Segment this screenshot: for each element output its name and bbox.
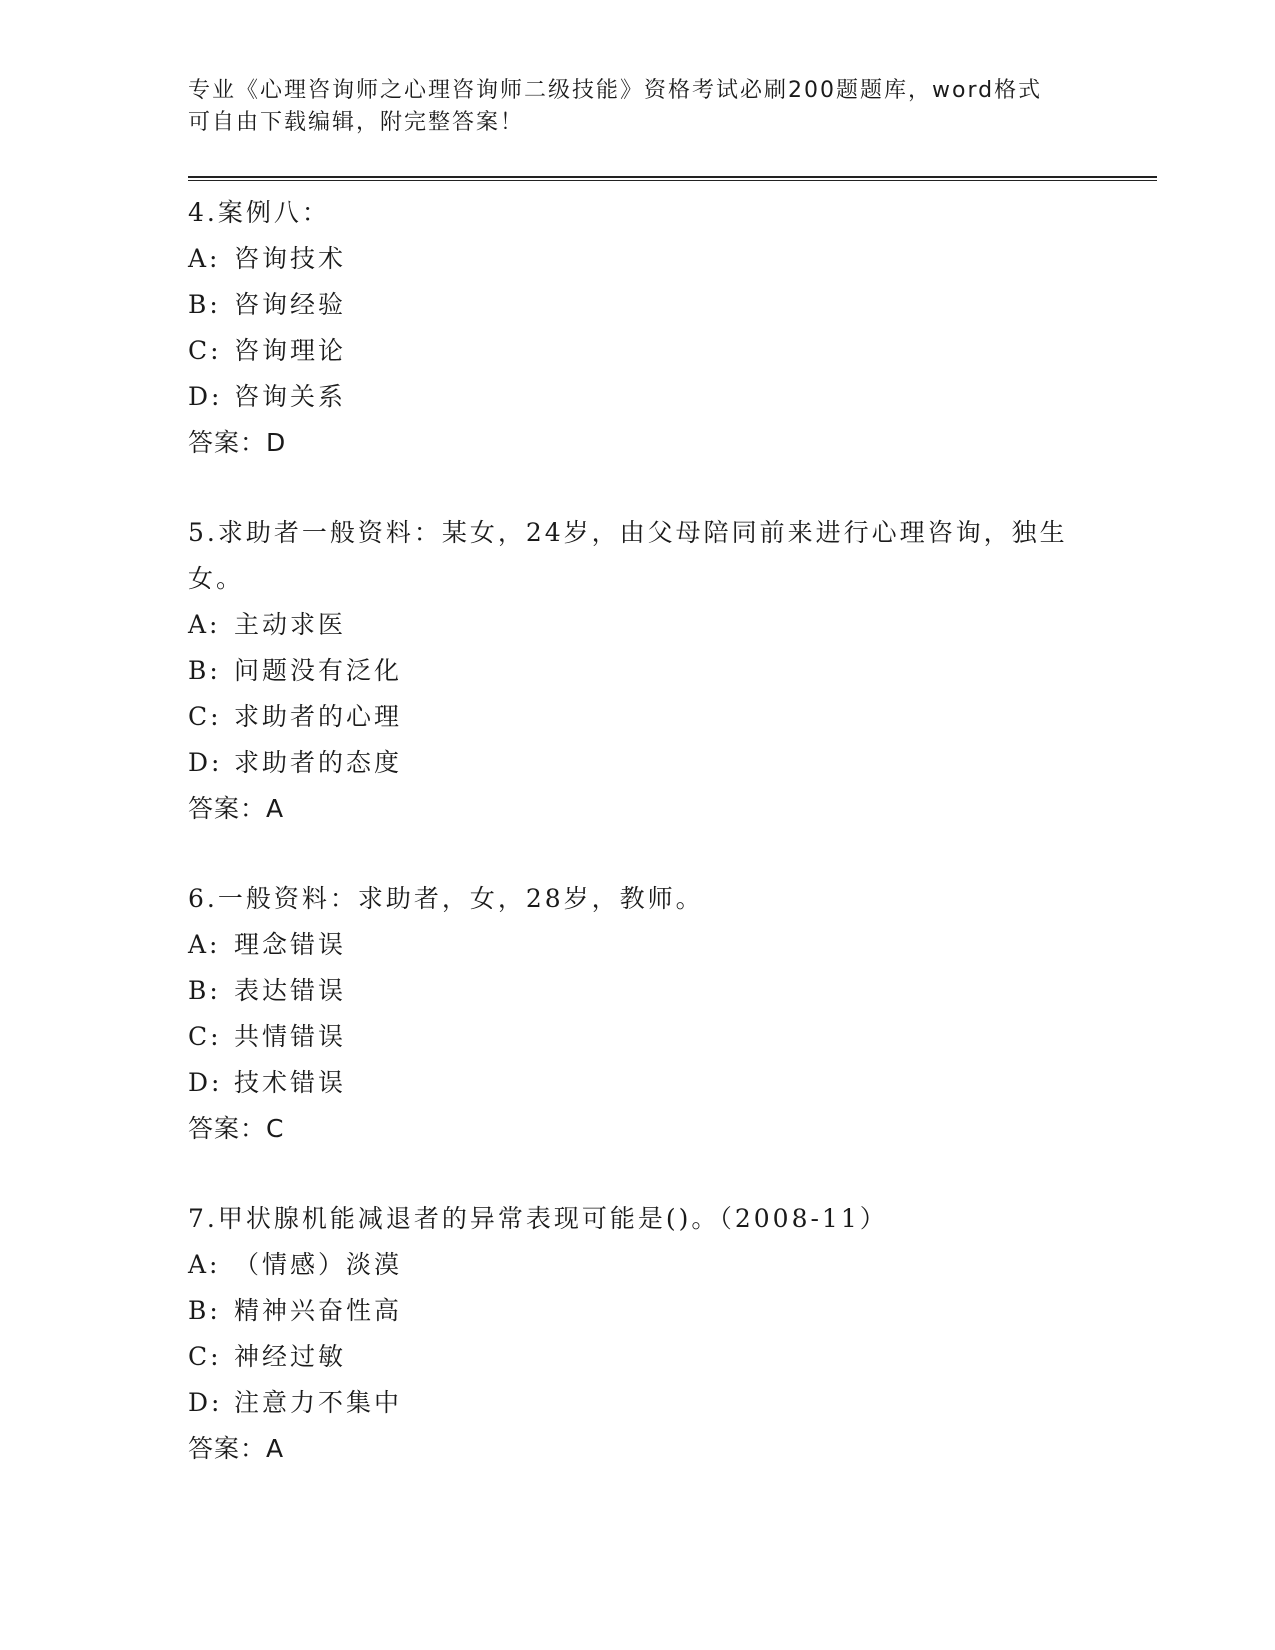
option-text: 理念错误 [234, 930, 347, 959]
option-key: D: [188, 1388, 223, 1417]
option-key: C: [188, 702, 222, 731]
option-key: C: [188, 336, 222, 365]
option-key: C: [188, 1342, 222, 1371]
option-key: A: [188, 930, 221, 959]
question-4 [188, 190, 1088, 466]
option-text: 注意力不集中 [234, 1388, 403, 1417]
option-key: D: [188, 1068, 223, 1097]
option-text: 咨询关系 [234, 382, 347, 411]
option-text: 表达错误 [234, 976, 347, 1005]
option-key: C: [188, 1022, 222, 1051]
option-d [188, 374, 1088, 420]
option-key: B: [188, 656, 221, 685]
option-b [188, 648, 1088, 694]
option-key: A: [188, 610, 221, 639]
header-divider [188, 176, 1157, 181]
option-a [188, 236, 1088, 282]
option-text: 共情错误 [234, 1022, 347, 1051]
question-text: 4.案例八： [188, 198, 330, 227]
option-text: 问题没有泛化 [234, 656, 403, 685]
option-text: 咨询理论 [234, 336, 347, 365]
option-text: 技术错误 [234, 1068, 347, 1097]
question-5 [188, 510, 1088, 832]
document-header [188, 75, 1088, 139]
question-text: 6.一般资料：求助者，女，28岁，教师。 [188, 884, 704, 913]
option-d [188, 740, 1088, 786]
option-b [188, 968, 1088, 1014]
answer-label: 答案：A [188, 1434, 285, 1463]
header-line-1: 专业《心理咨询师之心理咨询师二级技能》资格考试必刷200题题库，word格式 [188, 78, 1043, 103]
option-d [188, 1060, 1088, 1106]
option-c [188, 328, 1088, 374]
option-key: B: [188, 290, 221, 319]
option-a [188, 602, 1088, 648]
option-text: （情感）淡漠 [234, 1250, 403, 1279]
answer-label: 答案：C [188, 1114, 285, 1143]
option-text: 求助者的态度 [234, 748, 403, 777]
answer-label: 答案：A [188, 794, 285, 823]
question-text: 7.甲状腺机能减退者的异常表现可能是()。（2008-11） [188, 1204, 888, 1233]
question-7 [188, 1196, 1088, 1472]
option-key: A: [188, 1250, 221, 1279]
question-list [188, 190, 1088, 1516]
option-key: D: [188, 748, 223, 777]
question-text: 5.求助者一般资料：某女，24岁，由父母陪同前来进行心理咨询，独生女。 [188, 518, 1068, 593]
option-a [188, 922, 1088, 968]
header-line-2: 可自由下载编辑，附完整答案！ [188, 110, 525, 135]
option-key: D: [188, 382, 223, 411]
option-c [188, 694, 1088, 740]
answer-label: 答案：D [188, 428, 287, 457]
option-text: 求助者的心理 [234, 702, 403, 731]
option-key: A: [188, 244, 221, 273]
option-text: 咨询技术 [234, 244, 347, 273]
option-key: B: [188, 976, 221, 1005]
option-b [188, 282, 1088, 328]
question-6 [188, 876, 1088, 1152]
option-text: 神经过敏 [234, 1342, 347, 1371]
option-b [188, 1288, 1088, 1334]
option-c [188, 1334, 1088, 1380]
option-d [188, 1380, 1088, 1426]
option-key: B: [188, 1296, 221, 1325]
option-text: 咨询经验 [234, 290, 347, 319]
option-a [188, 1242, 1088, 1288]
option-c [188, 1014, 1088, 1060]
option-text: 主动求医 [234, 610, 347, 639]
option-text: 精神兴奋性高 [234, 1296, 403, 1325]
